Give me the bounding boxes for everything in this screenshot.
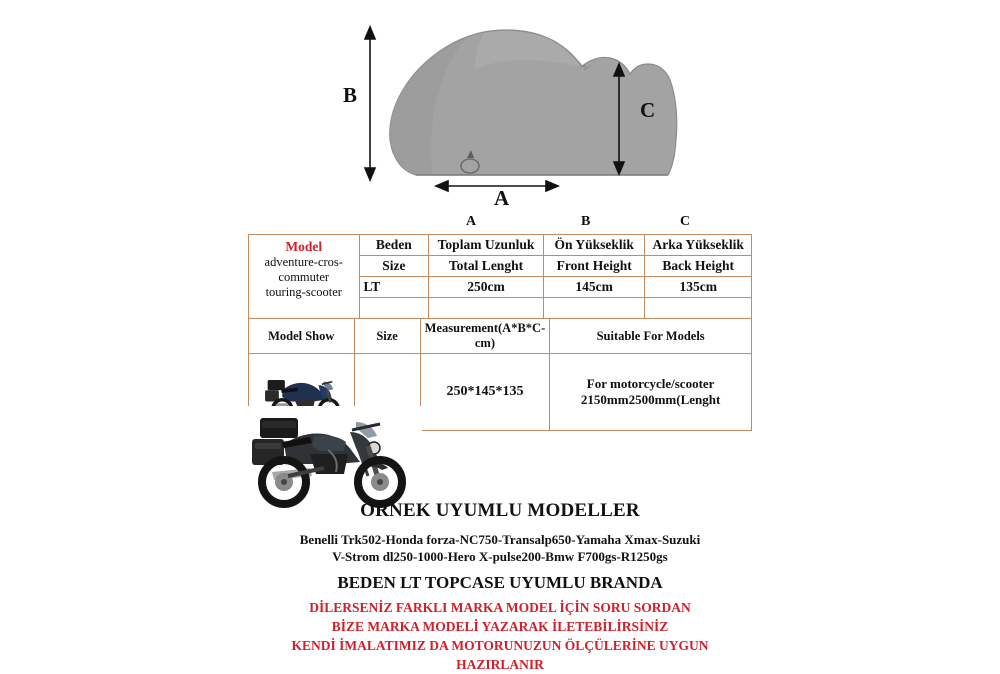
column-letter-b: B: [581, 214, 591, 229]
back-height-value: 135cm: [645, 277, 752, 298]
spacer-cell-4: [645, 298, 752, 319]
motorcycle-cover-illustration: [248, 0, 752, 212]
model-line3: commuter: [278, 270, 330, 284]
total-length-header-line2: Total Lenght: [429, 256, 544, 277]
compatible-models-line2: V-Strom dl250-1000-Hero X-pulse200-Bmw F700gs-R1250gs: [332, 549, 668, 564]
spacer-cell-2: [429, 298, 544, 319]
dimension-label-b: B: [343, 83, 358, 107]
spacer-cell-3: [543, 298, 645, 319]
table-row: [249, 235, 752, 256]
adventure-motorcycle-illustration: [232, 406, 422, 514]
spacer-cell-1: [359, 298, 429, 319]
front-height-header-line2: Front Height: [543, 256, 645, 277]
size-header-line1: Beden: [359, 235, 429, 256]
table1-column-letters: [248, 212, 752, 234]
table-row: [249, 319, 752, 354]
front-height-value: 145cm: [543, 277, 645, 298]
dimension-diagram: [248, 0, 752, 212]
total-length-header-line1: Toplam Uzunluk: [429, 235, 544, 256]
note-line1: DİLERSENİZ FARKLI MARKA MODEL İÇİN SORU SORDAN: [309, 600, 691, 615]
back-height-header-line1: Arka Yükseklik: [645, 235, 752, 256]
size-header: Size: [354, 319, 420, 354]
total-length-value: 250cm: [429, 277, 544, 298]
compatible-models-title: ÖRNEK UYUMLU MODELLER: [360, 500, 640, 521]
suitable-line1: For motorcycle/scooter: [586, 376, 715, 391]
column-letter-a: A: [466, 214, 477, 229]
model-line4: touring-scooter: [265, 285, 342, 299]
column-letter-c: C: [680, 214, 691, 229]
back-height-header-line2: Back Height: [645, 256, 752, 277]
dimension-label-c: C: [640, 98, 656, 122]
size-value: LT: [359, 277, 429, 298]
model-show-header: Model Show: [249, 319, 355, 354]
measurement-header: Measurement(A*B*C-cm): [420, 319, 550, 354]
size-header-line2: Size: [359, 256, 429, 277]
suitable-header: Suitable For Models: [550, 319, 752, 354]
note-line2: BİZE MARKA MODELİ YAZARAK İLETEBİLİRSİNİZ: [331, 619, 669, 634]
bottom-text-block: [248, 500, 752, 674]
suitable-line2: 2150mm2500mm(Lenght: [580, 392, 721, 407]
suitable-value-cell: [550, 354, 752, 431]
model-line2: adventure-cros-: [264, 255, 343, 269]
measurement-value: 250*145*135: [420, 354, 550, 431]
front-height-header-line1: Ön Yükseklik: [543, 235, 645, 256]
model-header: Model: [285, 239, 323, 254]
model-cell: [249, 235, 360, 319]
product-subtitle: BEDEN LT TOPCASE UYUMLU BRANDA: [337, 573, 663, 592]
specification-table: [248, 234, 752, 319]
compatible-models-line1: Benelli Trk502-Honda forza-NC750-Transalp650-Yamaha Xmax-Suzuki: [299, 532, 701, 547]
note-line3: KENDİ İMALATIMIZ DA MOTORUNUZUN ÖLÇÜLERİNE UYGUN HAZIRLANIR: [291, 638, 709, 672]
dimension-label-a: A: [494, 186, 510, 210]
